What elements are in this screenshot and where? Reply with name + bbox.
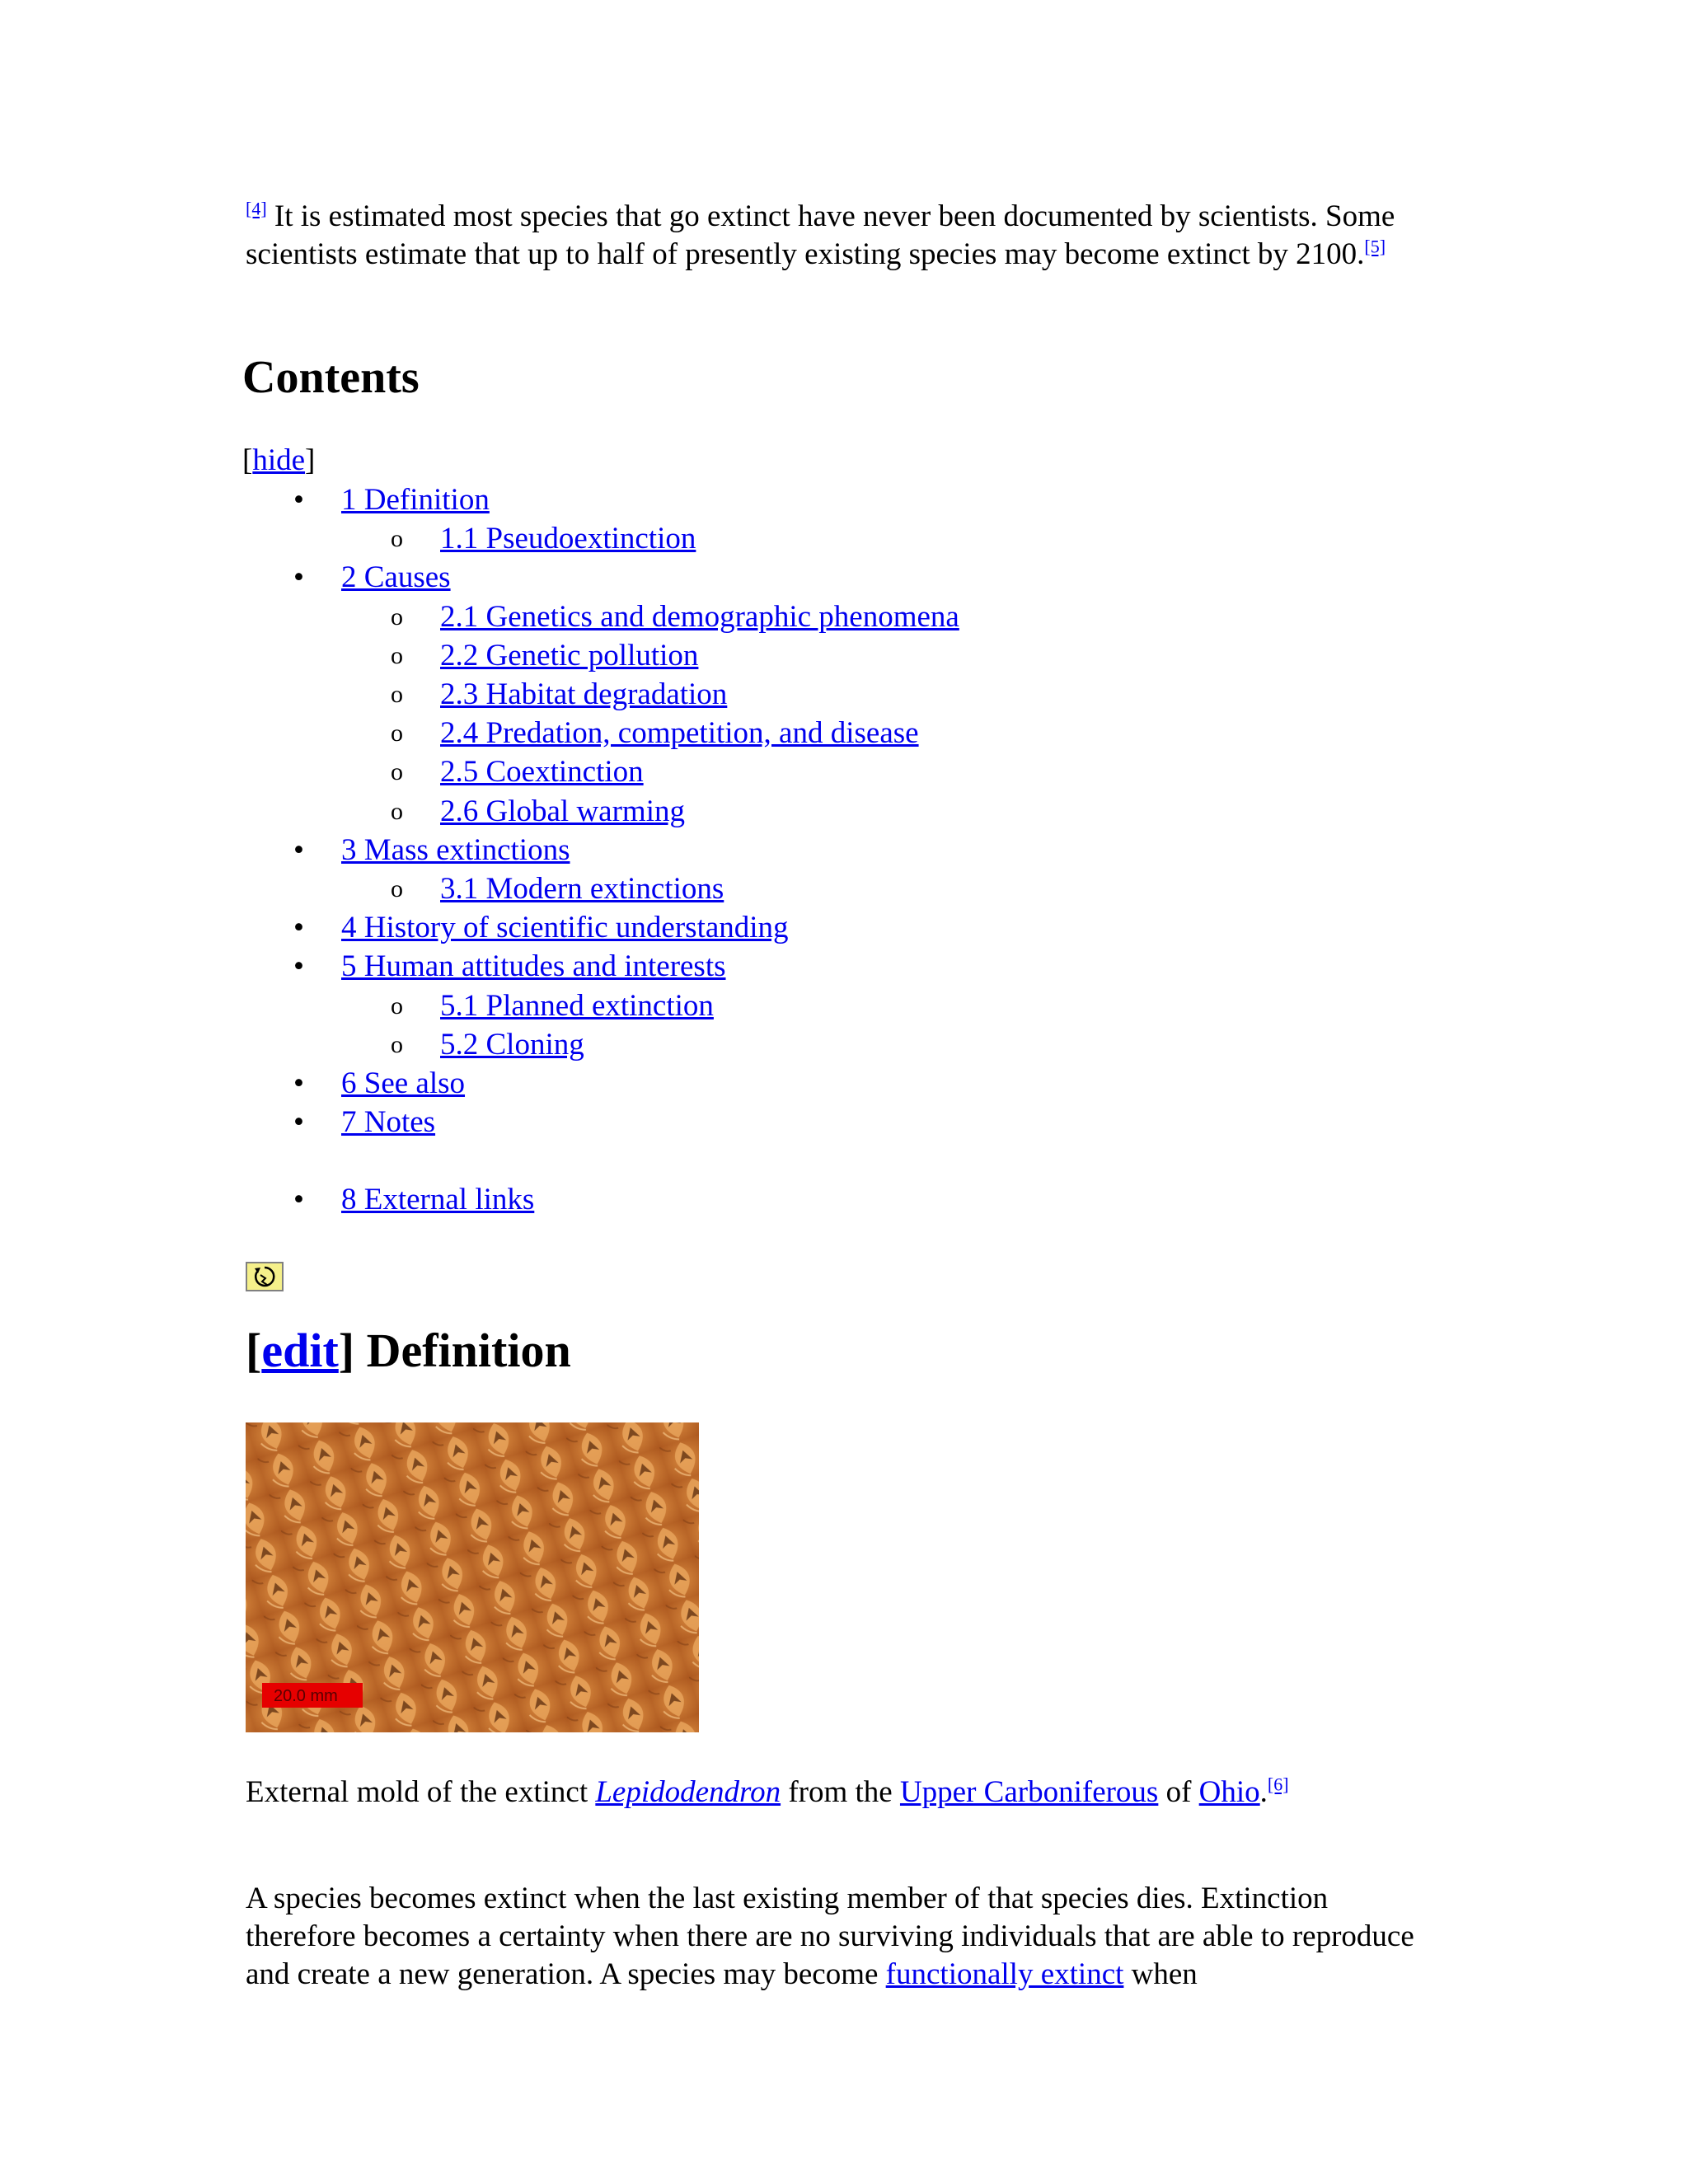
toc-hide-link[interactable]: hide (252, 443, 306, 477)
upper-carboniferous-link[interactable]: Upper Carboniferous (899, 1775, 1159, 1809)
intro-paragraph (246, 198, 1441, 274)
toc-item (246, 1064, 959, 1103)
circle-bullet-icon: o (391, 991, 403, 1019)
citation-6-link[interactable]: [6] (1267, 1774, 1289, 1795)
bullet-icon: • (293, 949, 304, 984)
toolbox-icon[interactable] (246, 1262, 284, 1291)
bullet-icon: • (293, 483, 304, 517)
toc-item (246, 675, 959, 714)
lepidodendron-mold-photo (246, 1422, 699, 1732)
citation-5-link[interactable]: [5] (1364, 236, 1386, 257)
toc-title: Contents (242, 352, 420, 403)
intro-text: It is estimated most species that go extinct have never been documented by scientists. Some scientists estimate that up to half of presently existing species may become extinct by 2100. (246, 199, 1395, 271)
circle-bullet-icon: o (391, 681, 403, 709)
toc-link[interactable]: 6 See also (341, 1066, 466, 1101)
toc-item (246, 869, 959, 908)
bracket-close: ] (338, 1324, 355, 1377)
circle-bullet-icon: o (391, 525, 403, 553)
circle-bullet-icon: o (391, 1030, 403, 1058)
lepidodendron-link-text: Lepidodendron (595, 1775, 781, 1809)
fossil-image[interactable] (246, 1422, 699, 1732)
toc-link[interactable]: 1 Definition (341, 483, 490, 517)
bullet-icon: • (293, 1066, 304, 1101)
caption-text: External mold of the extinct (246, 1775, 596, 1809)
toc-link[interactable]: 3 Mass extinctions (341, 832, 570, 867)
toc-link[interactable]: 2.1 Genetics and demographic phenomena (440, 599, 959, 634)
toc-link[interactable]: 4 History of scientific understanding (341, 911, 789, 945)
toc-link[interactable]: 1.1 Pseudoextinction (440, 522, 696, 556)
toc-hide-toggle (242, 442, 315, 480)
refresh-icon (247, 1263, 282, 1290)
toc-item (246, 480, 959, 519)
toc-item (246, 558, 959, 597)
toc-link[interactable]: 2.3 Habitat degradation (440, 677, 728, 712)
toc-item (246, 1180, 959, 1219)
toc-item (246, 987, 959, 1025)
circle-bullet-icon: o (391, 641, 403, 669)
citation-4-link[interactable]: [4] (246, 198, 267, 219)
toc-item (246, 598, 959, 636)
toc-item (246, 947, 959, 986)
toc-item (246, 908, 959, 947)
paragraph-text: when (1123, 1957, 1198, 1991)
toc-link[interactable]: 5.1 Planned extinction (440, 988, 714, 1023)
caption-text: of (1158, 1775, 1199, 1809)
circle-bullet-icon: o (391, 719, 403, 748)
scale-label: 20.0 mm (274, 1687, 338, 1705)
circle-bullet-icon: o (391, 797, 403, 825)
circle-bullet-icon: o (391, 602, 403, 630)
toc-link[interactable]: 5 Human attitudes and interests (341, 949, 726, 984)
toc-item (246, 714, 959, 752)
circle-bullet-icon: o (391, 758, 403, 786)
toc-spacer (246, 1141, 959, 1180)
article-page (242, 198, 1441, 1991)
toc-link[interactable]: 7 Notes (341, 1105, 436, 1140)
lepidodendron-link[interactable] (595, 1775, 781, 1809)
caption-text: from the (781, 1775, 900, 1809)
bullet-icon: • (293, 832, 304, 867)
bullet-icon: • (293, 911, 304, 945)
toc-item (246, 1103, 959, 1141)
bracket-open: [ (246, 1324, 262, 1377)
toc-item (246, 519, 959, 558)
toc-item (246, 1025, 959, 1064)
toc-link[interactable]: 2.5 Coextinction (440, 755, 644, 790)
edit-section-link[interactable]: edit (261, 1324, 339, 1377)
toc-link[interactable]: 2.2 Genetic pollution (440, 638, 699, 673)
bullet-icon: • (293, 1183, 304, 1217)
section-heading-definition (246, 1323, 571, 1378)
paragraph-text: A species becomes extinct when the last existing member of that species dies. Extinction therefore becomes a certainty when there are no surviving individuals that are able to reproduce and create a new generation. A species may become (246, 1882, 1414, 1991)
toc-list (246, 480, 959, 1220)
bullet-icon: • (293, 560, 304, 595)
bullet-icon: • (293, 1105, 304, 1140)
toc-link[interactable]: 2 Causes (341, 560, 451, 595)
bracket-open: [ (242, 443, 253, 477)
toc-item (246, 831, 959, 869)
toc-link[interactable]: 2.6 Global warming (440, 794, 685, 828)
caption-text: . (1259, 1775, 1268, 1809)
toc-item (246, 636, 959, 675)
bracket-close: ] (305, 443, 316, 477)
section-title: Definition (354, 1324, 571, 1377)
toc-link[interactable]: 5.2 Cloning (440, 1027, 584, 1062)
figure-caption (246, 1774, 1289, 1811)
toc-link[interactable]: 8 External links (341, 1183, 535, 1217)
toc-item (246, 752, 959, 791)
circle-bullet-icon: o (391, 875, 403, 903)
definition-paragraph (246, 1880, 1441, 1994)
toc-link[interactable]: 3.1 Modern extinctions (440, 872, 724, 907)
toc-item (246, 792, 959, 831)
functionally-extinct-link[interactable]: functionally extinct (885, 1957, 1124, 1991)
toc-link[interactable]: 2.4 Predation, competition, and disease (440, 716, 919, 751)
ohio-link[interactable]: Ohio (1198, 1775, 1260, 1809)
